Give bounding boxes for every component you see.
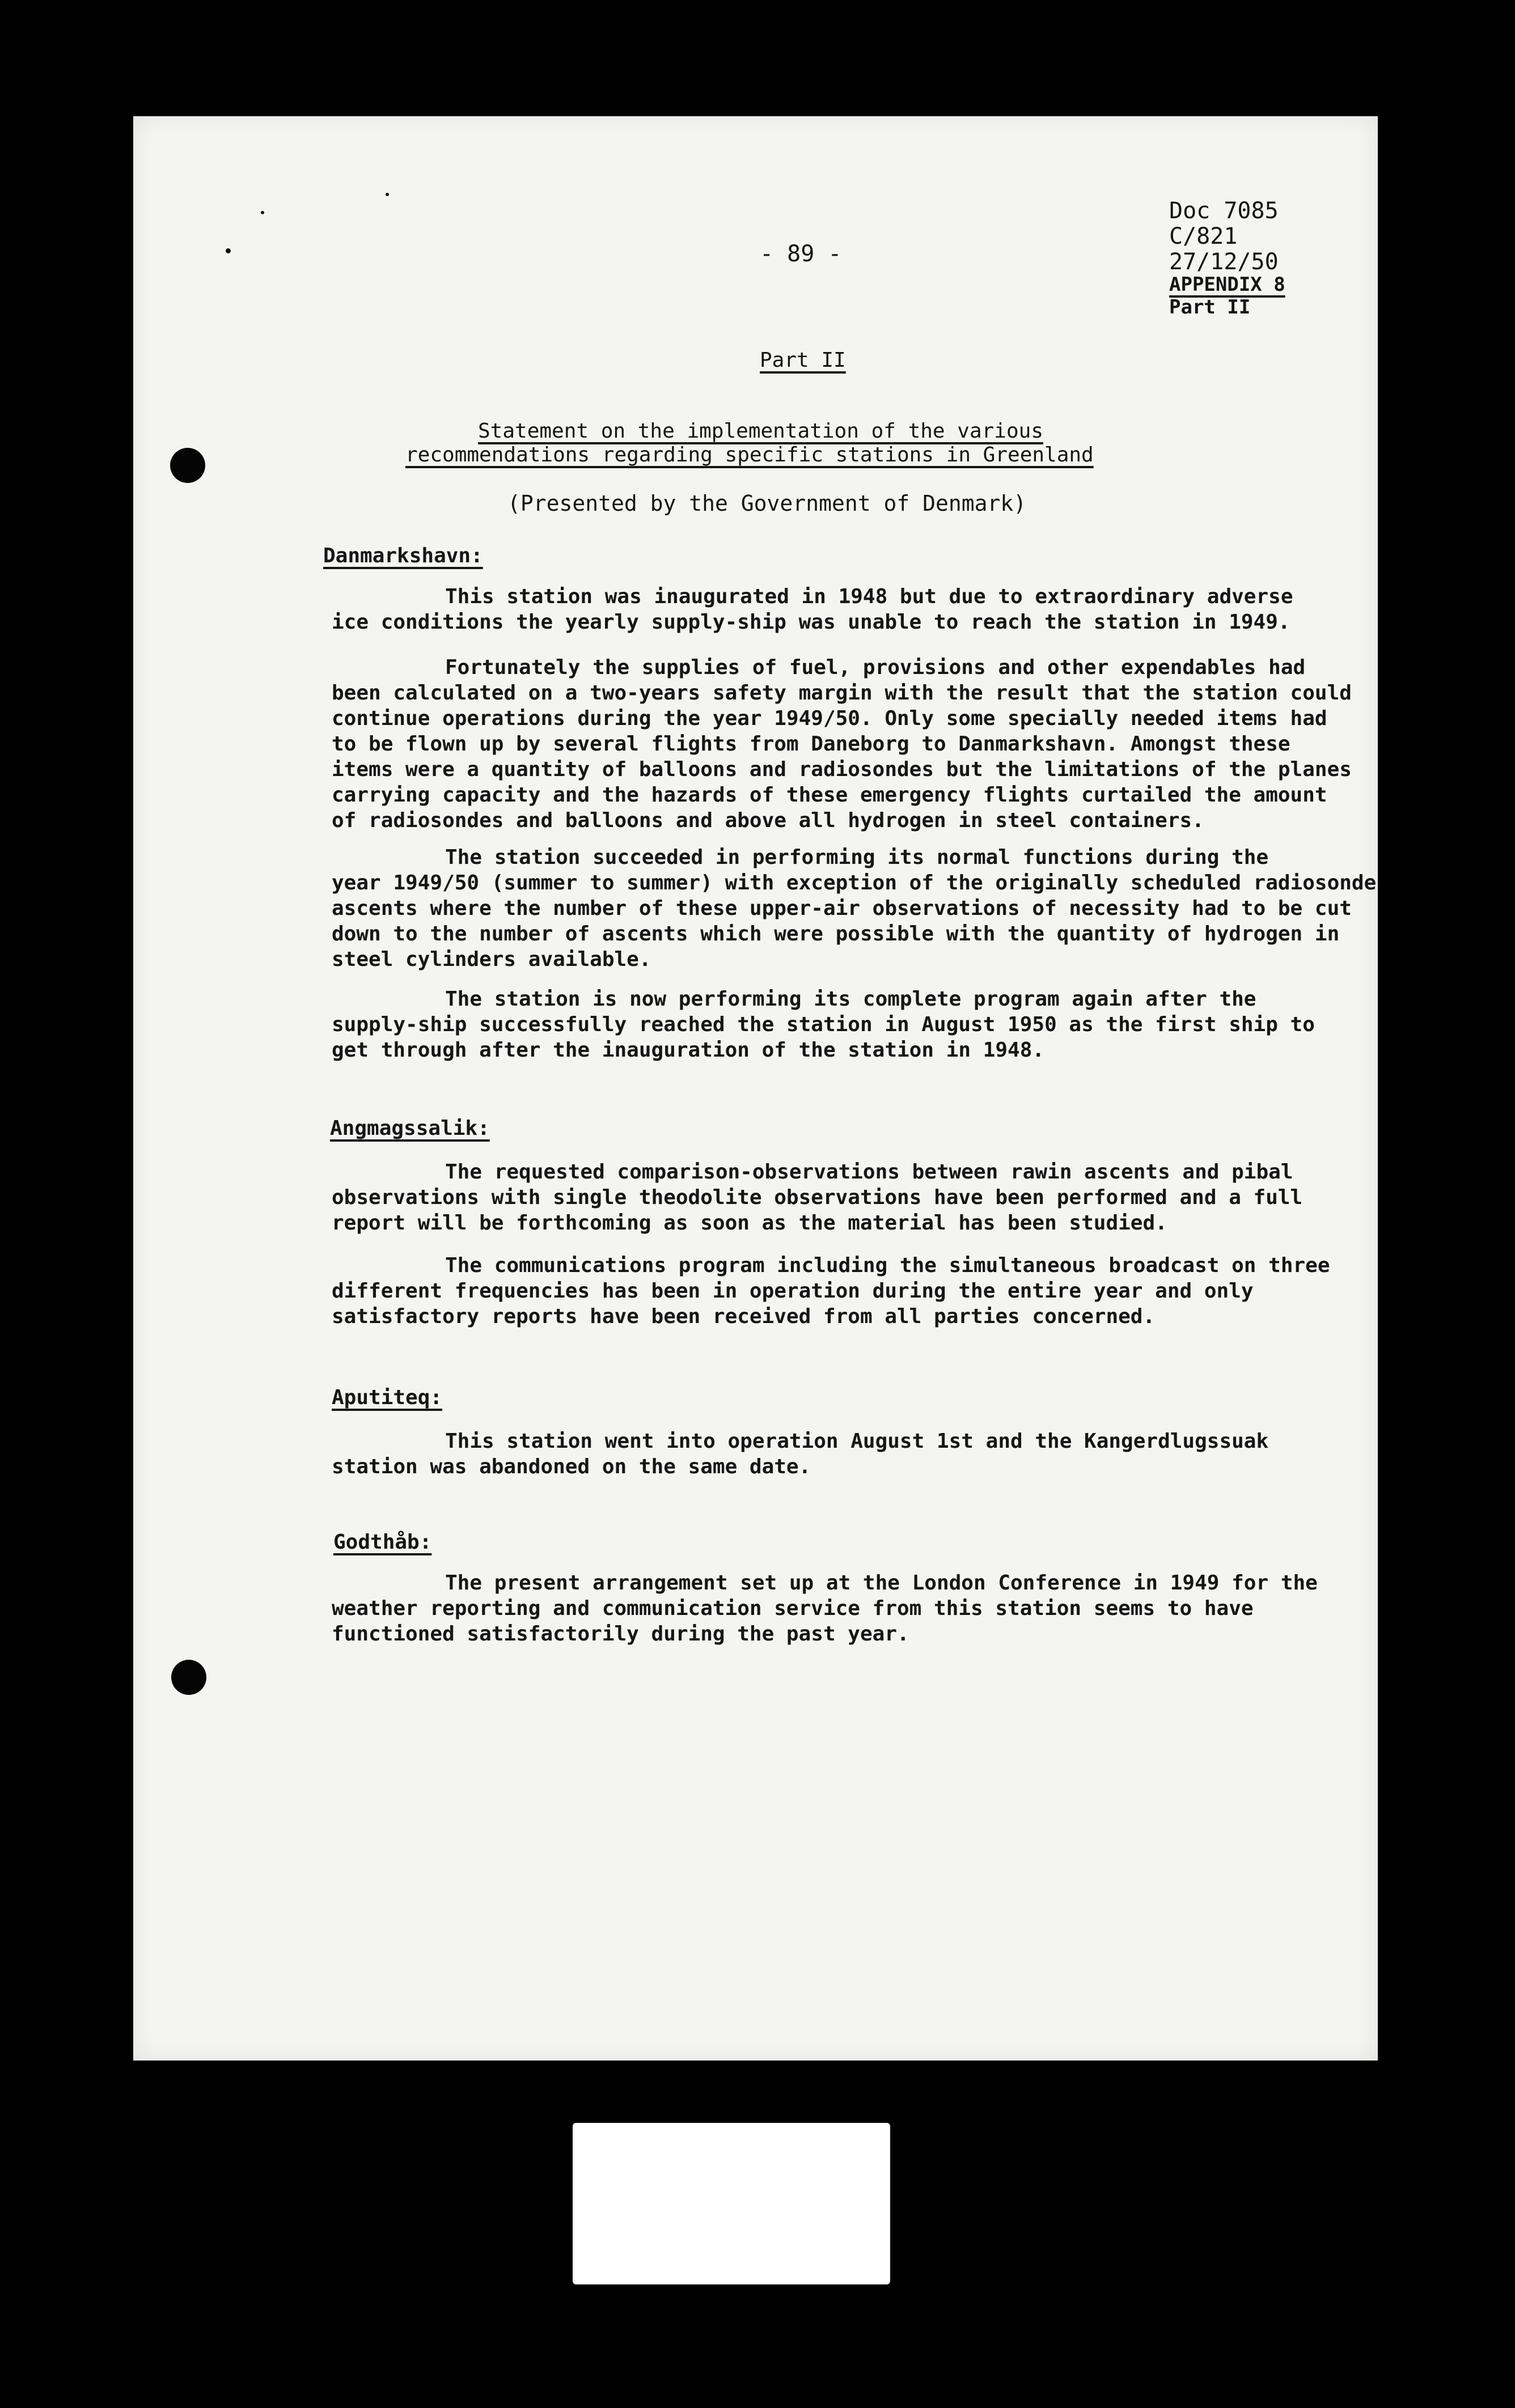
- text-line: of radiosondes and balloons and above all hydrogen in steel containers.: [332, 809, 1204, 832]
- danmarkshavn-paragraph-3: [332, 845, 1376, 972]
- text-line: satisfactory reports have been received from all parties concerned.: [332, 1305, 1156, 1328]
- text-line: The present arrangement set up at the London Conference in 1949 for the: [445, 1571, 1318, 1595]
- text-line: station was abandoned on the same date.: [332, 1455, 811, 1478]
- statement-title-line1: Statement on the implementation of the various: [478, 419, 1043, 443]
- section-heading-angmagssalik: Angmagssalik:: [330, 1117, 490, 1140]
- text-line: year 1949/50 (summer to summer) with exception of the originally scheduled radiosonde: [332, 871, 1377, 894]
- text-line: ice conditions the yearly supply-ship was unable to reach the station in 1949.: [332, 611, 1290, 634]
- danmarkshavn-paragraph-1: [332, 584, 1293, 635]
- text-line: Fortunately the supplies of fuel, provisions and other expendables had: [445, 656, 1306, 679]
- godthab-paragraph-1: [332, 1570, 1318, 1647]
- section-heading-godthab: Godthåb:: [333, 1531, 432, 1554]
- page-number: - 89 -: [760, 241, 842, 267]
- danmarkshavn-paragraph-4: [332, 986, 1315, 1063]
- text-line: The station succeeded in performing its normal functions during the: [445, 846, 1269, 869]
- text-line: different frequencies has been in operation during the entire year and only: [332, 1279, 1254, 1303]
- text-line: continue operations during the year 1949/50. Only some specially needed items had: [332, 707, 1327, 730]
- text-line: The communications program including the simultaneous broadcast on three: [445, 1254, 1330, 1277]
- statement-title-line2: recommendations regarding specific stations in Greenland: [405, 443, 1094, 467]
- punch-hole-top: [170, 448, 205, 483]
- section-heading-danmarkshavn: Danmarkshavn:: [323, 544, 483, 567]
- text-line: This station was inaugurated in 1948 but due to extraordinary adverse: [445, 585, 1293, 608]
- text-line: weather reporting and communication service from this station seems to have: [332, 1597, 1254, 1620]
- text-line: observations with single theodolite observations have been performed and a full: [332, 1186, 1303, 1209]
- text-line: carrying capacity and the hazards of these emergency flights curtailed the amount: [332, 783, 1327, 807]
- stray-mark: [261, 211, 264, 214]
- stray-mark: [226, 248, 231, 253]
- text-line: ascents where the number of these upper-air observations of necessity had to be cut: [332, 897, 1352, 920]
- part-title: Part II: [760, 349, 846, 372]
- punch-hole-bottom: [171, 1660, 206, 1695]
- doc-code: C/821: [1169, 223, 1238, 249]
- appendix-label: APPENDIX 8: [1169, 273, 1285, 296]
- text-line: report will be forthcoming as soon as the material has been studied.: [332, 1211, 1167, 1235]
- text-line: This station went into operation August 1st and the Kangerdlugssuak: [445, 1430, 1269, 1453]
- blank-label-box: [573, 2123, 890, 2284]
- stray-mark: [386, 193, 389, 196]
- text-line: to be flown up by several flights from Daneborg to Danmarkshavn. Amongst these: [332, 732, 1290, 756]
- part-reference: Part II: [1169, 296, 1251, 319]
- danmarkshavn-paragraph-2: [332, 655, 1352, 833]
- aputiteq-paragraph-1: [332, 1428, 1268, 1479]
- doc-reference: Doc 7085: [1169, 198, 1279, 224]
- text-line: items were a quantity of balloons and radiosondes but the limitations of the planes: [332, 758, 1352, 781]
- text-line: The station is now performing its complete program again after the: [445, 987, 1256, 1011]
- text-line: steel cylinders available.: [332, 948, 651, 971]
- doc-date: 27/12/50: [1169, 249, 1279, 275]
- angmagssalik-paragraph-2: [332, 1253, 1330, 1329]
- text-line: down to the number of ascents which were possible with the quantity of hydrogen in: [332, 922, 1340, 946]
- angmagssalik-paragraph-1: [332, 1159, 1302, 1236]
- section-heading-aputiteq: Aputiteq:: [332, 1386, 443, 1409]
- presented-by: (Presented by the Government of Denmark): [507, 491, 1027, 516]
- text-line: functioned satisfactorily during the past year.: [332, 1622, 909, 1646]
- document-page: [133, 116, 1378, 2061]
- text-line: get through after the inauguration of the station in 1948.: [332, 1038, 1045, 1062]
- text-line: been calculated on a two-years safety margin with the result that the station could: [332, 681, 1352, 705]
- text-line: supply-ship successfully reached the station in August 1950 as the first ship to: [332, 1013, 1315, 1036]
- text-line: The requested comparison-observations between rawin ascents and pibal: [445, 1160, 1293, 1184]
